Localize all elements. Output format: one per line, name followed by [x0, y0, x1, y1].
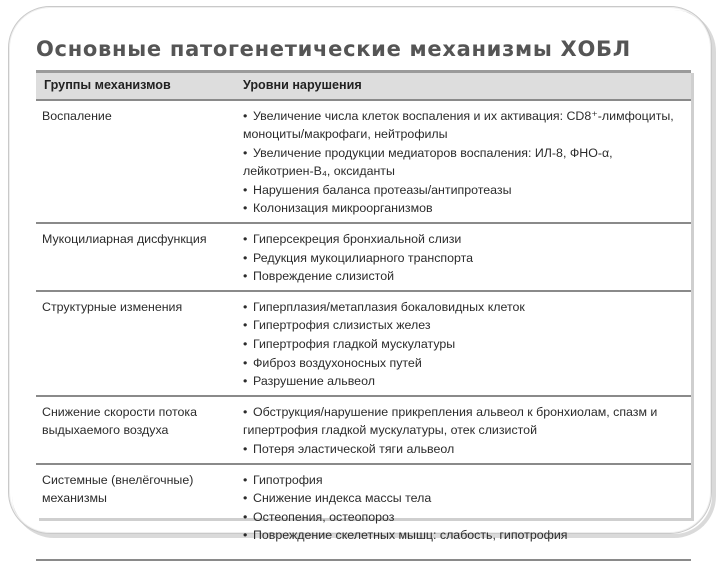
header-groups: Группы механизмов	[36, 72, 235, 100]
table-header-row	[36, 72, 691, 100]
table-row	[36, 223, 691, 291]
list-item: • Потеря эластической тяги альвеол	[243, 440, 683, 459]
list-item: • Повреждение слизистой	[243, 267, 683, 286]
bullet-icon: •	[243, 355, 248, 370]
levels-cell	[235, 100, 691, 224]
list-item: • Снижение индекса массы тела	[243, 489, 683, 508]
list-item: • Редукция мукоцилиарного транспорта	[243, 249, 683, 268]
list-item: • Гипотрофия	[243, 471, 683, 490]
group-cell: Структурные изменения	[36, 291, 235, 396]
bullet-icon: •	[243, 337, 248, 352]
list-item: • Гипертрофия гладкой мускулатуры	[243, 335, 683, 354]
levels-cell	[235, 464, 691, 560]
levels-cell	[235, 291, 691, 396]
list-item: • Разрушение альвеол	[243, 372, 683, 391]
list-item: • Увеличение продукции медиаторов воспаления: ИЛ-8, ФНО-α, лейкотриен-B₄, оксиданты	[243, 145, 613, 179]
list-item: • Колонизация микроорганизмов	[243, 199, 683, 218]
list-item: • Остеопения, остеопороз	[243, 508, 683, 527]
bullet-icon: •	[243, 250, 248, 265]
group-cell: Воспаление	[36, 100, 235, 224]
group-cell: Системные (внелёгочные) механизмы	[36, 464, 235, 560]
bullet-icon: •	[243, 145, 248, 160]
list-item: • Гиперсекреция бронхиальной слизи	[243, 230, 683, 249]
table-row	[36, 464, 691, 560]
bullet-icon: •	[243, 472, 248, 487]
slide-title: Основные патогенетические механизмы ХОБЛ	[36, 37, 631, 61]
bullet-icon: •	[243, 108, 248, 123]
levels-cell	[235, 396, 691, 464]
bullet-icon: •	[243, 491, 248, 506]
list-item: • Повреждение скелетных мышц: слабость, гипотрофия	[243, 526, 683, 545]
list-item: • Гиперплазия/метаплазия бокаловидных клеток	[243, 298, 683, 317]
list-item: • Гипертрофия слизистых желез	[243, 316, 683, 335]
header-levels: Уровни нарушения	[235, 72, 691, 100]
list-item: • Обструкция/нарушение прикрепления альвеол к бронхиолам, спазм и гипертрофия гладкой мускулатуры, отек слизистой	[243, 404, 658, 438]
bullet-icon: •	[243, 509, 248, 524]
bullet-icon: •	[243, 374, 248, 389]
bullet-icon: •	[243, 269, 248, 284]
levels-cell	[235, 223, 691, 291]
bullet-icon: •	[243, 404, 248, 419]
table-row	[36, 100, 691, 224]
bullet-icon: •	[243, 299, 248, 314]
bullet-icon: •	[243, 528, 248, 543]
list-item: • Увеличение числа клеток воспаления и их активация: CD8⁺-лимфоциты, моноциты/макрофаги, нейтрофилы	[243, 108, 674, 142]
list-item: • Нарушения баланса протеазы/антипротеазы	[243, 181, 683, 200]
group-cell: Мукоцилиарная дисфункция	[36, 223, 235, 291]
table-row	[36, 396, 691, 464]
bullet-icon: •	[243, 232, 248, 247]
mechanisms-table	[36, 70, 691, 561]
mechanisms-table-container	[36, 70, 691, 543]
bullet-icon: •	[243, 201, 248, 216]
table-row	[36, 291, 691, 396]
bullet-icon: •	[243, 182, 248, 197]
group-cell: Снижение скорости потока выдыхаемого воздуха	[36, 396, 235, 464]
list-item: • Фиброз воздухоносных путей	[243, 354, 683, 373]
bullet-icon: •	[243, 318, 248, 333]
bullet-icon: •	[243, 442, 248, 456]
